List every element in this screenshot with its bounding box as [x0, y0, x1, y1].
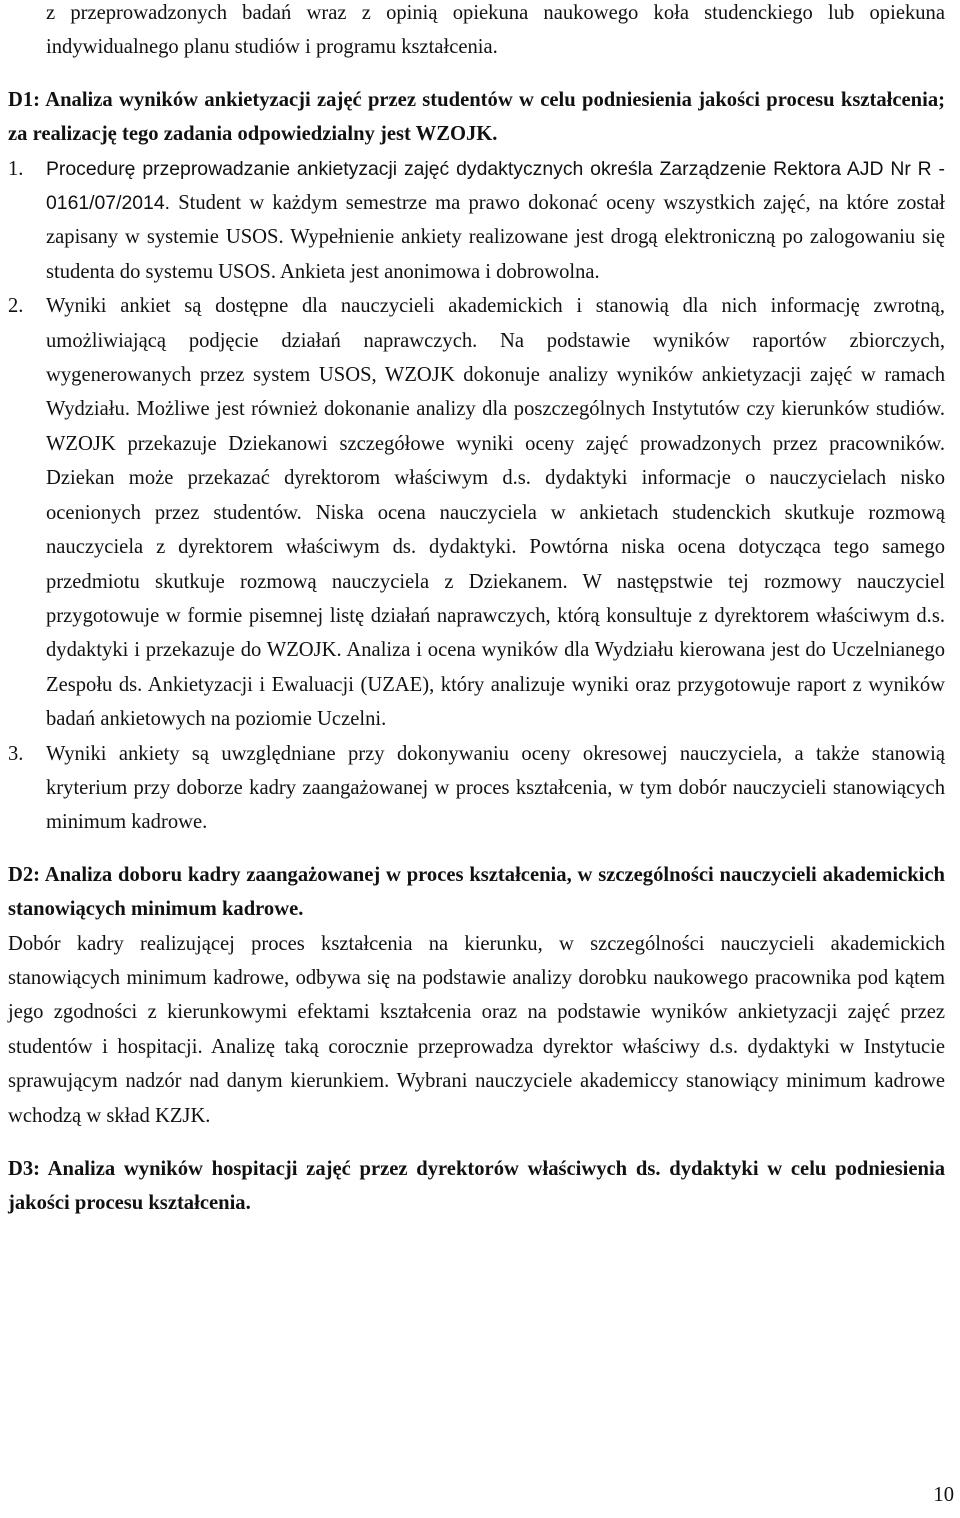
list-item-text: Wyniki ankiet są dostępne dla nauczycieli akademickich i stanowią dla nich informację zwrotną, umożliwiającą podjęcie działań naprawczych. Na podstawie wyników raportów zbiorczych, wygenerowanych przez system USOS, WZOJK dokonuje analizy wyników ankietyzacji zajęć w ramach Wydziału. Możliwe jest również dokonanie analizy dla poszczególnych Instytutów czy kierunków studiów. WZOJK przekazuje Dziekanowi szczegółowe wyniki oceny zajęć prowadzonych przez pracowników. Dziekan może przekazać dyrektorom właściwym d.s. dydaktyki informacje o nauczycielach nisko ocenionych przez studentów. Niska ocena nauczyciela w ankietach studenckich skutkuje rozmową nauczyciela z dyrektorem właściwym ds. dydaktyki. Powtórna niska ocena dotycząca tego samego przedmiotu skutkuje rozmową nauczyciela z Dziekanem. W następstwie tej rozmowy nauczyciel przygotowuje w formie pisemnej listę działań naprawczych, którą konsultuje z dyrektorem właściwym d.s. dydaktyki i przekazuje do WZOJK. Analiza i ocena wyników dla Wydziału kierowana jest do Uczelnianego Zespołu ds. Ankietyzacji i Ewaluacji (UZAE), który analizuje wyniki oraz przygotowuje raport z wyników badań ankietowych na poziomie Uczelni. [46, 295, 945, 731]
spacer [8, 840, 945, 858]
section-d1-heading: D1: Analiza wyników ankietyzacji zajęć przez studentów w celu podniesienia jakości procesu kształcenia; za realizację tego zadania odpowiedzialny jest WZOJK. [8, 88, 945, 146]
list-item [8, 289, 945, 736]
list-item-text: Wyniki ankiety są uwzględniane przy dokonywaniu oceny okresowej nauczyciela, a także stanowią kryterium przy doborze kadry zaangażowanej w proces kształcenia, w tym dobór nauczycieli stanowiących minimum kadrowe. [46, 742, 945, 834]
section-d3-heading: D3: Analiza wyników hospitacji zajęć przez dyrektorów właściwych ds. dydaktyki w celu podniesienia jakości procesu kształcenia. [8, 1158, 945, 1215]
list-item-number: 3. [8, 742, 24, 765]
intro-paragraph: z przeprowadzonych badań wraz z opinią opiekuna naukowego koła studenckiego lub opiekuna indywidualnego planu studiów i programu kształcenia. [46, 2, 945, 59]
document-page [8, 0, 945, 1221]
section-d1-list [8, 152, 945, 840]
list-item-number: 1. [8, 157, 24, 180]
list-item [8, 152, 945, 290]
page-number: 10 [933, 1484, 954, 1506]
list-item-text-sans: Procedurę przeprowadzanie ankietyzacji zajęć dydaktycznych określa Zarządzenie Rektora AJD Nr R - 0161/07/2014. [46, 157, 945, 215]
section-d2-body: Dobór kadry realizującej proces kształcenia na kierunku, w szczególności nauczycieli akademickich stanowiących minimum kadrowe, odbywa się na podstawie analizy dorobku naukowego pracownika pod kątem jego zgodności z kierunkowymi efektami kształcenia oraz na podstawie wyników ankietyzacji zajęć przez studentów i hospitacji. Analizę taką corocznie przeprowadza dyrektor właściwy d.s. dydaktyki w Instytucie sprawującym nadzór nad danym kierunkiem. Wybrani nauczyciele akademiccy stanowiący minimum kadrowe wchodzą w skład KZJK. [8, 932, 945, 1127]
section-d2-heading: D2: Analiza doboru kadry zaangażowanej w proces kształcenia, w szczególności nauczycieli akademickich stanowiących minimum kadrowe. [8, 863, 945, 921]
spacer [8, 65, 945, 83]
list-item-text [46, 152, 945, 290]
list-item-text-serif: Student w każdym semestrze ma prawo dokonać oceny wszystkich zajęć, na które został zapisany w systemie USOS. Wypełnienie ankiety realizowane jest drogą elektroniczną po zalogowaniu się studenta do systemu USOS. Ankieta jest anonimowa i dobrowolna. [46, 192, 945, 283]
list-item-number: 2. [8, 295, 24, 318]
spacer [8, 1133, 945, 1152]
list-item [8, 737, 945, 840]
